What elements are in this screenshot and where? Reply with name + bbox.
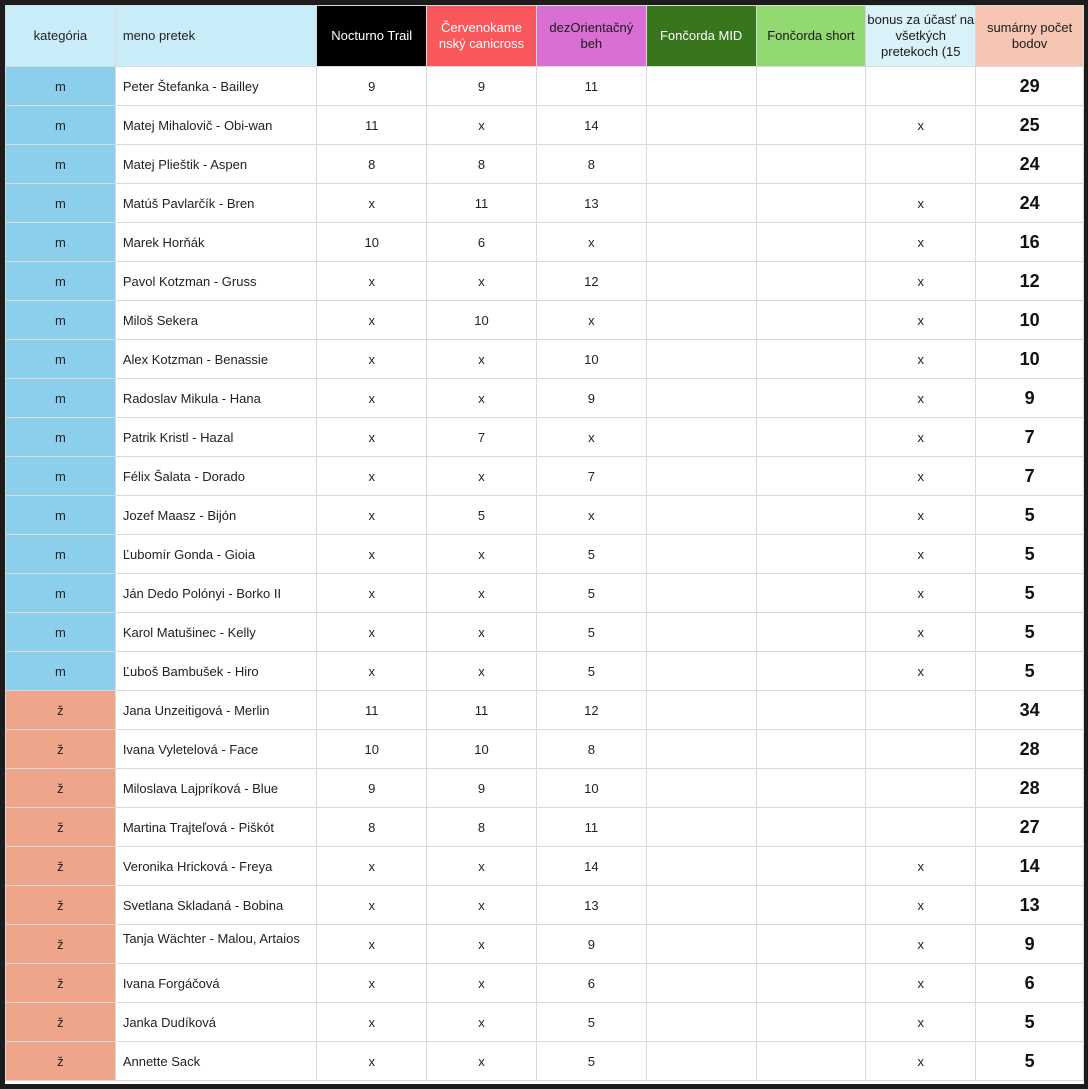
table-row [6, 67, 1084, 106]
foncorda-mid-cell[interactable] [646, 730, 756, 769]
canicross-cell[interactable]: 11 [427, 184, 537, 223]
foncorda-short-cell[interactable] [756, 67, 866, 106]
total-points-cell[interactable]: 12 [976, 262, 1084, 301]
dezorientacny-cell[interactable]: x [536, 301, 646, 340]
canicross-cell[interactable]: x [427, 652, 537, 691]
dezorientacny-cell[interactable]: 5 [536, 613, 646, 652]
foncorda-short-cell[interactable] [756, 574, 866, 613]
nocturno-trail-cell[interactable]: x [317, 457, 427, 496]
bonus-cell[interactable]: x [866, 652, 976, 691]
total-points-cell[interactable]: 9 [976, 925, 1084, 964]
foncorda-short-cell[interactable] [756, 1042, 866, 1081]
bonus-cell[interactable]: x [866, 613, 976, 652]
foncorda-mid-cell[interactable] [646, 769, 756, 808]
dezorientacny-cell[interactable]: 8 [536, 145, 646, 184]
total-points-cell[interactable]: 5 [976, 574, 1084, 613]
foncorda-mid-cell[interactable] [646, 613, 756, 652]
total-points-cell[interactable]: 34 [976, 691, 1084, 730]
bonus-cell[interactable] [866, 145, 976, 184]
category-cell[interactable]: m [6, 340, 116, 379]
bonus-cell[interactable]: x [866, 262, 976, 301]
results-sheet [5, 5, 1084, 1084]
bonus-cell[interactable]: x [866, 496, 976, 535]
category-cell[interactable]: ž [6, 1003, 116, 1042]
canicross-cell[interactable]: x [427, 1003, 537, 1042]
total-points-cell[interactable]: 7 [976, 418, 1084, 457]
bonus-cell[interactable]: x [866, 964, 976, 1003]
category-cell[interactable]: ž [6, 730, 116, 769]
foncorda-short-cell[interactable] [756, 223, 866, 262]
header-dezorientacny-beh[interactable]: dezOrientačný beh [536, 6, 646, 67]
table-row [6, 535, 1084, 574]
bonus-cell[interactable]: x [866, 535, 976, 574]
nocturno-trail-cell[interactable]: x [317, 301, 427, 340]
name-cell[interactable]: Matej Plieštik - Aspen [115, 145, 316, 184]
foncorda-mid-cell[interactable] [646, 496, 756, 535]
name-cell[interactable]: Jozef Maasz - Bijón [115, 496, 316, 535]
results-table [5, 5, 1084, 1081]
category-cell[interactable]: ž [6, 808, 116, 847]
bonus-cell[interactable]: x [866, 340, 976, 379]
nocturno-trail-cell[interactable]: x [317, 379, 427, 418]
nocturno-trail-cell[interactable]: 8 [317, 808, 427, 847]
name-cell[interactable]: Marek Horňák [115, 223, 316, 262]
name-cell[interactable]: Ivana Vyletelová - Face [115, 730, 316, 769]
name-cell[interactable]: Miloš Sekera [115, 301, 316, 340]
nocturno-trail-cell[interactable]: x [317, 1042, 427, 1081]
foncorda-short-cell[interactable] [756, 418, 866, 457]
foncorda-mid-cell[interactable] [646, 1003, 756, 1042]
total-points-cell[interactable]: 7 [976, 457, 1084, 496]
category-cell[interactable]: m [6, 379, 116, 418]
dezorientacny-cell[interactable]: 10 [536, 340, 646, 379]
bonus-cell[interactable] [866, 808, 976, 847]
foncorda-short-cell[interactable] [756, 1003, 866, 1042]
table-row [6, 145, 1084, 184]
table-row [6, 730, 1084, 769]
canicross-cell[interactable]: 9 [427, 67, 537, 106]
foncorda-mid-cell[interactable] [646, 106, 756, 145]
canicross-cell[interactable]: x [427, 1042, 537, 1081]
bonus-cell[interactable]: x [866, 574, 976, 613]
category-cell[interactable]: m [6, 418, 116, 457]
canicross-cell[interactable]: 9 [427, 769, 537, 808]
canicross-cell[interactable]: x [427, 925, 537, 964]
nocturno-trail-cell[interactable]: x [317, 418, 427, 457]
total-points-cell[interactable]: 5 [976, 1042, 1084, 1081]
table-row [6, 964, 1084, 1003]
foncorda-mid-cell[interactable] [646, 886, 756, 925]
nocturno-trail-cell[interactable]: x [317, 574, 427, 613]
foncorda-mid-cell[interactable] [646, 457, 756, 496]
table-row [6, 301, 1084, 340]
total-points-cell[interactable]: 5 [976, 613, 1084, 652]
total-points-cell[interactable]: 13 [976, 886, 1084, 925]
table-row [6, 847, 1084, 886]
dezorientacny-cell[interactable]: 9 [536, 379, 646, 418]
dezorientacny-cell[interactable]: 9 [536, 925, 646, 964]
foncorda-mid-cell[interactable] [646, 67, 756, 106]
name-cell[interactable]: Miloslava Lajpríková - Blue [115, 769, 316, 808]
canicross-cell[interactable]: 6 [427, 223, 537, 262]
nocturno-trail-cell[interactable]: x [317, 1003, 427, 1042]
dezorientacny-cell[interactable]: 5 [536, 652, 646, 691]
foncorda-mid-cell[interactable] [646, 262, 756, 301]
name-cell[interactable]: Alex Kotzman - Benassie [115, 340, 316, 379]
header-cervenokamensky-canicross[interactable]: Červenokame nský canicross [427, 6, 537, 67]
canicross-cell[interactable]: x [427, 262, 537, 301]
dezorientacny-cell[interactable]: 5 [536, 1042, 646, 1081]
total-points-cell[interactable]: 10 [976, 340, 1084, 379]
header-foncorda-mid[interactable]: Fončorda MID [646, 6, 756, 67]
bonus-cell[interactable] [866, 769, 976, 808]
header-name[interactable]: meno pretek [115, 6, 316, 67]
foncorda-mid-cell[interactable] [646, 925, 756, 964]
category-cell[interactable]: ž [6, 691, 116, 730]
category-cell[interactable]: ž [6, 925, 116, 964]
canicross-cell[interactable]: 10 [427, 301, 537, 340]
table-row [6, 925, 1084, 964]
foncorda-short-cell[interactable] [756, 535, 866, 574]
category-cell[interactable]: m [6, 262, 116, 301]
total-points-cell[interactable]: 29 [976, 67, 1084, 106]
category-cell[interactable]: m [6, 457, 116, 496]
bonus-cell[interactable]: x [866, 301, 976, 340]
table-row [6, 613, 1084, 652]
total-points-cell[interactable]: 10 [976, 301, 1084, 340]
dezorientacny-cell[interactable]: 10 [536, 769, 646, 808]
foncorda-short-cell[interactable] [756, 769, 866, 808]
foncorda-mid-cell[interactable] [646, 145, 756, 184]
category-cell[interactable]: m [6, 535, 116, 574]
dezorientacny-cell[interactable]: 5 [536, 1003, 646, 1042]
header-bonus[interactable]: bonus za účasť na všetkých pretekoch (15 [866, 6, 976, 67]
foncorda-short-cell[interactable] [756, 964, 866, 1003]
dezorientacny-cell[interactable]: 11 [536, 67, 646, 106]
total-points-cell[interactable]: 24 [976, 184, 1084, 223]
category-cell[interactable]: ž [6, 886, 116, 925]
foncorda-mid-cell[interactable] [646, 1042, 756, 1081]
nocturno-trail-cell[interactable]: x [317, 496, 427, 535]
foncorda-short-cell[interactable] [756, 262, 866, 301]
category-cell[interactable]: m [6, 301, 116, 340]
foncorda-short-cell[interactable] [756, 847, 866, 886]
dezorientacny-cell[interactable]: 6 [536, 964, 646, 1003]
foncorda-short-cell[interactable] [756, 691, 866, 730]
name-cell[interactable]: Janka Dudíková [115, 1003, 316, 1042]
dezorientacny-cell[interactable]: 14 [536, 847, 646, 886]
name-cell[interactable]: Jana Unzeitigová - Merlin [115, 691, 316, 730]
name-cell[interactable]: Patrik Kristl - Hazal [115, 418, 316, 457]
bonus-cell[interactable]: x [866, 223, 976, 262]
foncorda-short-cell[interactable] [756, 340, 866, 379]
dezorientacny-cell[interactable]: 5 [536, 574, 646, 613]
foncorda-mid-cell[interactable] [646, 691, 756, 730]
table-row [6, 769, 1084, 808]
foncorda-mid-cell[interactable] [646, 340, 756, 379]
nocturno-trail-cell[interactable]: x [317, 613, 427, 652]
table-row [6, 379, 1084, 418]
category-cell[interactable]: m [6, 184, 116, 223]
canicross-cell[interactable]: x [427, 613, 537, 652]
foncorda-short-cell[interactable] [756, 457, 866, 496]
foncorda-short-cell[interactable] [756, 496, 866, 535]
nocturno-trail-cell[interactable]: x [317, 535, 427, 574]
canicross-cell[interactable]: x [427, 379, 537, 418]
total-points-cell[interactable]: 25 [976, 106, 1084, 145]
bonus-cell[interactable]: x [866, 1042, 976, 1081]
total-points-cell[interactable]: 14 [976, 847, 1084, 886]
foncorda-mid-cell[interactable] [646, 418, 756, 457]
name-cell[interactable]: Veronika Hricková - Freya [115, 847, 316, 886]
canicross-cell[interactable]: 8 [427, 808, 537, 847]
table-row [6, 418, 1084, 457]
dezorientacny-cell[interactable]: 11 [536, 808, 646, 847]
canicross-cell[interactable]: x [427, 457, 537, 496]
total-points-cell[interactable]: 5 [976, 535, 1084, 574]
name-cell[interactable]: Matej Mihalovič - Obi-wan [115, 106, 316, 145]
foncorda-short-cell[interactable] [756, 379, 866, 418]
canicross-cell[interactable]: 5 [427, 496, 537, 535]
canicross-cell[interactable]: x [427, 340, 537, 379]
foncorda-short-cell[interactable] [756, 925, 866, 964]
foncorda-mid-cell[interactable] [646, 379, 756, 418]
name-cell[interactable]: Svetlana Skladaná - Bobina [115, 886, 316, 925]
header-nocturno-trail[interactable]: Nocturno Trail [317, 6, 427, 67]
table-row [6, 652, 1084, 691]
foncorda-mid-cell[interactable] [646, 808, 756, 847]
table-row [6, 457, 1084, 496]
category-cell[interactable]: m [6, 223, 116, 262]
bonus-cell[interactable] [866, 730, 976, 769]
foncorda-mid-cell[interactable] [646, 652, 756, 691]
bonus-cell[interactable]: x [866, 925, 976, 964]
category-cell[interactable]: m [6, 652, 116, 691]
canicross-cell[interactable]: x [427, 574, 537, 613]
dezorientacny-cell[interactable]: 14 [536, 106, 646, 145]
dezorientacny-cell[interactable]: 8 [536, 730, 646, 769]
category-cell[interactable]: ž [6, 1042, 116, 1081]
bonus-cell[interactable]: x [866, 106, 976, 145]
canicross-cell[interactable]: x [427, 535, 537, 574]
table-row [6, 184, 1084, 223]
nocturno-trail-cell[interactable]: 9 [317, 769, 427, 808]
nocturno-trail-cell[interactable]: x [317, 886, 427, 925]
table-row [6, 1003, 1084, 1042]
name-cell[interactable]: Tanja Wächter - Malou, Artaios [115, 925, 316, 964]
category-cell[interactable]: ž [6, 847, 116, 886]
canicross-cell[interactable]: 10 [427, 730, 537, 769]
nocturno-trail-cell[interactable]: x [317, 964, 427, 1003]
nocturno-trail-cell[interactable]: 11 [317, 691, 427, 730]
total-points-cell[interactable]: 5 [976, 652, 1084, 691]
total-points-cell[interactable]: 24 [976, 145, 1084, 184]
foncorda-mid-cell[interactable] [646, 223, 756, 262]
foncorda-short-cell[interactable] [756, 184, 866, 223]
table-row [6, 808, 1084, 847]
category-cell[interactable]: m [6, 67, 116, 106]
foncorda-short-cell[interactable] [756, 613, 866, 652]
total-points-cell[interactable]: 28 [976, 769, 1084, 808]
dezorientacny-cell[interactable]: 7 [536, 457, 646, 496]
name-cell[interactable]: Peter Štefanka - Bailley [115, 67, 316, 106]
name-cell[interactable]: Ľubomír Gonda - Gioia [115, 535, 316, 574]
name-cell[interactable]: Martina Trajteľová - Piškót [115, 808, 316, 847]
name-cell[interactable]: Ján Dedo Polónyi - Borko II [115, 574, 316, 613]
bonus-cell[interactable]: x [866, 847, 976, 886]
name-cell[interactable]: Annette Sack [115, 1042, 316, 1081]
foncorda-mid-cell[interactable] [646, 574, 756, 613]
header-total-points[interactable]: sumárny počet bodov [976, 6, 1084, 67]
total-points-cell[interactable]: 16 [976, 223, 1084, 262]
table-row [6, 340, 1084, 379]
table-row [6, 574, 1084, 613]
bonus-cell[interactable]: x [866, 379, 976, 418]
category-cell[interactable]: m [6, 106, 116, 145]
foncorda-short-cell[interactable] [756, 301, 866, 340]
nocturno-trail-cell[interactable]: x [317, 652, 427, 691]
bonus-cell[interactable]: x [866, 886, 976, 925]
table-row [6, 223, 1084, 262]
table-row [6, 496, 1084, 535]
total-points-cell[interactable]: 27 [976, 808, 1084, 847]
name-cell[interactable]: Pavol Kotzman - Gruss [115, 262, 316, 301]
table-row [6, 262, 1084, 301]
foncorda-mid-cell[interactable] [646, 847, 756, 886]
canicross-cell[interactable]: 8 [427, 145, 537, 184]
canicross-cell[interactable]: x [427, 106, 537, 145]
category-cell[interactable]: m [6, 496, 116, 535]
name-cell[interactable]: Karol Matušinec - Kelly [115, 613, 316, 652]
dezorientacny-cell[interactable]: 12 [536, 691, 646, 730]
name-cell[interactable]: Félix Šalata - Dorado [115, 457, 316, 496]
nocturno-trail-cell[interactable]: x [317, 925, 427, 964]
canicross-cell[interactable]: x [427, 964, 537, 1003]
bonus-cell[interactable]: x [866, 418, 976, 457]
header-foncorda-short[interactable]: Fončorda short [756, 6, 866, 67]
canicross-cell[interactable]: 11 [427, 691, 537, 730]
name-cell[interactable]: Matúš Pavlarčík - Bren [115, 184, 316, 223]
table-row [6, 691, 1084, 730]
canicross-cell[interactable]: x [427, 886, 537, 925]
bonus-cell[interactable] [866, 691, 976, 730]
category-cell[interactable]: ž [6, 769, 116, 808]
dezorientacny-cell[interactable]: 12 [536, 262, 646, 301]
dezorientacny-cell[interactable]: 13 [536, 886, 646, 925]
name-cell[interactable]: Ľuboš Bambušek - Hiro [115, 652, 316, 691]
total-points-cell[interactable]: 6 [976, 964, 1084, 1003]
category-cell[interactable]: m [6, 574, 116, 613]
foncorda-short-cell[interactable] [756, 145, 866, 184]
table-row [6, 886, 1084, 925]
header-row [6, 6, 1084, 67]
nocturno-trail-cell[interactable]: x [317, 184, 427, 223]
total-points-cell[interactable]: 5 [976, 496, 1084, 535]
canicross-cell[interactable]: 7 [427, 418, 537, 457]
foncorda-short-cell[interactable] [756, 808, 866, 847]
name-cell[interactable]: Ivana Forgáčová [115, 964, 316, 1003]
total-points-cell[interactable]: 5 [976, 1003, 1084, 1042]
bonus-cell[interactable] [866, 67, 976, 106]
dezorientacny-cell[interactable]: x [536, 223, 646, 262]
foncorda-mid-cell[interactable] [646, 964, 756, 1003]
header-category[interactable]: kategória [6, 6, 116, 67]
foncorda-short-cell[interactable] [756, 106, 866, 145]
table-row [6, 106, 1084, 145]
foncorda-short-cell[interactable] [756, 730, 866, 769]
foncorda-short-cell[interactable] [756, 652, 866, 691]
total-points-cell[interactable]: 9 [976, 379, 1084, 418]
category-cell[interactable]: m [6, 613, 116, 652]
bonus-cell[interactable]: x [866, 457, 976, 496]
nocturno-trail-cell[interactable]: 11 [317, 106, 427, 145]
nocturno-trail-cell[interactable]: 10 [317, 223, 427, 262]
total-points-cell[interactable]: 28 [976, 730, 1084, 769]
dezorientacny-cell[interactable]: 13 [536, 184, 646, 223]
canicross-cell[interactable]: x [427, 847, 537, 886]
dezorientacny-cell[interactable]: 5 [536, 535, 646, 574]
nocturno-trail-cell[interactable]: 9 [317, 67, 427, 106]
foncorda-mid-cell[interactable] [646, 535, 756, 574]
foncorda-short-cell[interactable] [756, 886, 866, 925]
nocturno-trail-cell[interactable]: 8 [317, 145, 427, 184]
nocturno-trail-cell[interactable]: 10 [317, 730, 427, 769]
foncorda-mid-cell[interactable] [646, 184, 756, 223]
table-row [6, 1042, 1084, 1081]
name-cell[interactable]: Radoslav Mikula - Hana [115, 379, 316, 418]
nocturno-trail-cell[interactable]: x [317, 847, 427, 886]
dezorientacny-cell[interactable]: x [536, 496, 646, 535]
foncorda-mid-cell[interactable] [646, 301, 756, 340]
bonus-cell[interactable]: x [866, 184, 976, 223]
dezorientacny-cell[interactable]: x [536, 418, 646, 457]
category-cell[interactable]: ž [6, 964, 116, 1003]
category-cell[interactable]: m [6, 145, 116, 184]
nocturno-trail-cell[interactable]: x [317, 262, 427, 301]
bonus-cell[interactable]: x [866, 1003, 976, 1042]
nocturno-trail-cell[interactable]: x [317, 340, 427, 379]
